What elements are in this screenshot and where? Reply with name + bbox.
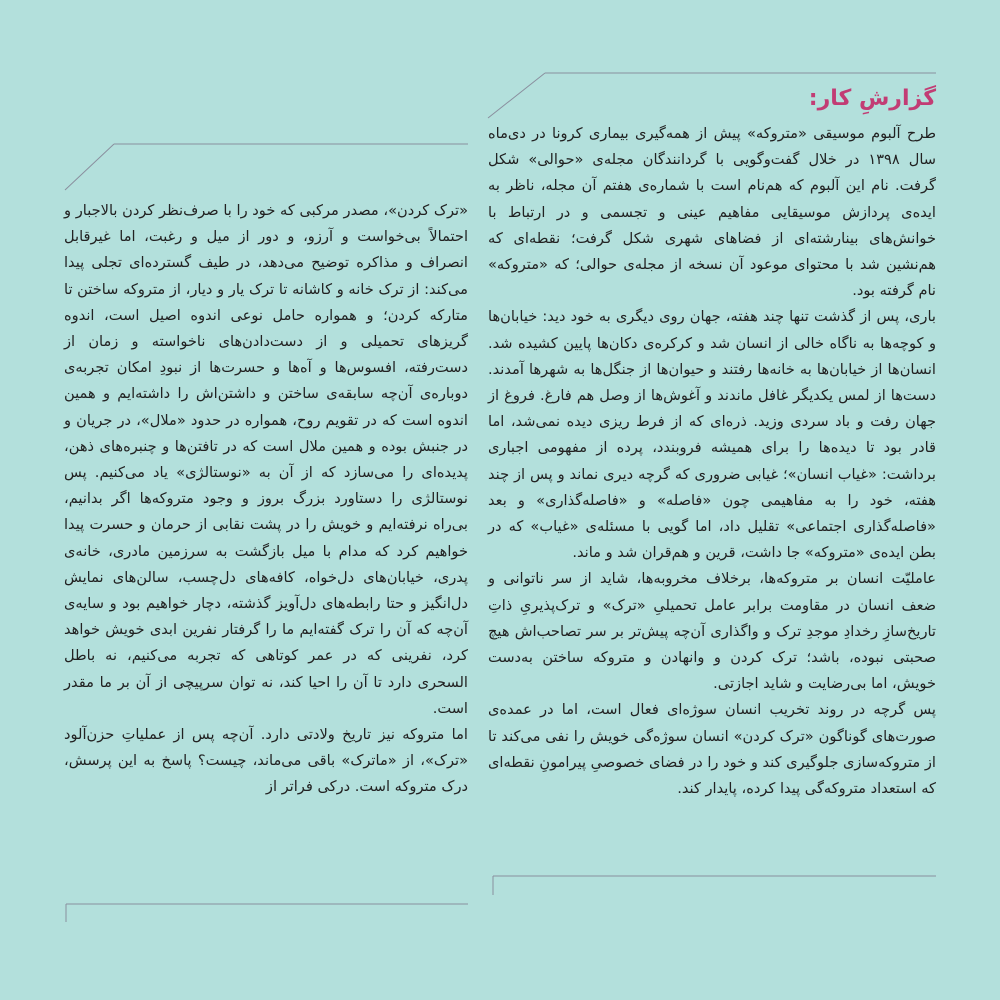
paragraph: پس گرچه در روند تخریب انسان سوژه‌ای فعال است، اما در عمده‌ی صورت‌های گوناگون «ترک کردن» انسان سوژه‌گی خویش را نفی می‌کند تا از متروکه‌سازی جلوگیری کند و خود را در فضای خصوصیِ پیرامونِ نقطه‌ای که استعداد متروکه‌گی پیدا کرده، پایدار کند. bbox=[488, 701, 936, 798]
paragraph: عاملیّت انسان بر متروکه‌ها، برخلاف مخروبه‌ها، شاید از سر ناتوانی و ضعف انسان در مقاومت برابر عامل تحمیلیِ «ترک» و ترک‌پذیریِ ذاتِ تاریخ‌سازِ رخدادِ موجدِ ترک و واگذاری آن‌چه پیش‌تر بر سر تصاحب‌اش هیچ صحبتی نبوده، باشد؛ ترک کردن و وانهادن و متروکه ساختن به‌دست خویش، اما بی‌رضایت و شاید اجازتی. bbox=[488, 570, 936, 693]
paragraph: اما متروکه نیز تاریخ ولادتی دارد. آن‌چه پس از عملیاتِ حزن‌آلود «ترک»، از «ماترک» باقی می‌ماند، چیست؟ پاسخ به این پرسش، درک متروکه است. درکی فراتر از bbox=[64, 726, 468, 796]
paragraph: باری، پس از گذشت تنها چند هفته، جهان روی دیگری به خود دید: خیابان‌ها و کوچه‌ها به ناگاه خالی از انسان شد و کرکره‌ی دکان‌ها پایین کشیده شد. انسان‌ها از خیابان‌ها به خانه‌ها رفتند و حیوان‌ها از جنگل‌ها به شهرها آمدند. دست‌ها از لمس یکدیگر غافل ماندند و آغوش‌ها از وصل هم فارغ. فروغ از جهان رفت و باد سردی وزید. ذره‌ای که از فرط ریزی دیده نمی‌شد، اما قادر بود تا دیده‌ها را برای همیشه فروبندد، پرده از مفهومی اجباری برداشت: «غیاب انسان»؛ غیابی ضروری که گرچه دیری نماند و پس از چند هفته، خود را به مفاهیمی چون «فاصله» و «فاصله‌گذاری» و بعد «فاصله‌گذاری اجتماعی» تقلیل داد، اما گویی با مسئله‌ی «غیاب» که در بطن ایده‌ی «متروکه» جا داشت، قرین و هم‌قران شد و ماند. bbox=[488, 308, 936, 562]
paragraph: «ترک کردن»، مصدر مرکبی که خود را با صرف‌نظر کردن بالاجبار و احتمالاً بی‌خواست و آرزو، و دور از میل و رغبت، اما غیرقابل انصراف و مذاکره توضیح می‌دهد، در طیف گسترده‌ای تجلی پیدا می‌کند: از ترک خانه و کاشانه تا ترک یار و دیار، از متروکه ساختن تا متارکه کردن؛ و همواره حامل نوعی اندوه اصیل است، اندوه گریزهای تحمیلی و از دست‌دادن‌های ناخواسته و زمان از دست‌رفته، افسوس‌ها و آه‌ها و حسرت‌ها از نبودِ امکان تجربه‌ی دوباره‌ی آن‌چه سابقه‌ی ساختن و داشتن‌اش را داشته‌ایم و همین اندوه است که در تقویم روح، همواره در حدود «ملال»، در جریان و در جنبش بوده و همین ملال است که در تافتن‌ها و چنبره‌های ذهن، پدیده‌ای را می‌سازد که از آن به «نوستالژی» یاد می‌کنیم. پس نوستالژی را دستاورد بزرگ بروز و وجود متروکه‌ها اگر بدانیم، بی‌راه نرفته‌ایم و خویش را در پشت نقابی از حرمان و حسرت پیدا خواهیم کرد که مدام با میل بازگشت به سرزمین مادری، خانه‌ی پدری، خیابان‌های دل‌خواه، کافه‌های دل‌چسب، سالن‌های نمایش دل‌انگیز و حتا رابطه‌های دل‌آویز گذشته، دچار خواهیم بود و سایه‌ی آن‌چه که آن را ترک گفته‌ایم ما را گرفتار نفرین ابدی خویش خواهد کرد، نفرینی که در عمر کوتاهی که تجربه می‌کنیم، نه باطل السحری دارد تا آن را احیا کند، نه توان سرپیچی از آن بر ما مقدر است. bbox=[64, 202, 468, 717]
paragraph: طرح آلبوم موسیقی «متروکه» پیش از همه‌گیری بیماری کرونا در دی‌ماه سال ۱۳۹۸ در خلال گفت‌وگویی با گردانندگان مجله‌ی «حوالی» شکل گرفت. نام این آلبوم که هم‌نام است با شماره‌ی هفتم آن مجله، ناظر به ایده‌ی پردازش موسیقایی مفاهیم عینی و تجسمی و در ارتباط با خوانش‌های بینارشته‌ای از فضاهای شهری شکل گرفت؛ نقطه‌ای که هم‌نشین شد با محتوای موعود آن نسخه از مجله‌ی حوالی؛ که «متروکه» نام گرفته بود. bbox=[488, 125, 936, 300]
right-column-text bbox=[488, 121, 936, 802]
left-column-text bbox=[64, 198, 468, 801]
section-title: گزارشِ کار: bbox=[808, 86, 936, 111]
